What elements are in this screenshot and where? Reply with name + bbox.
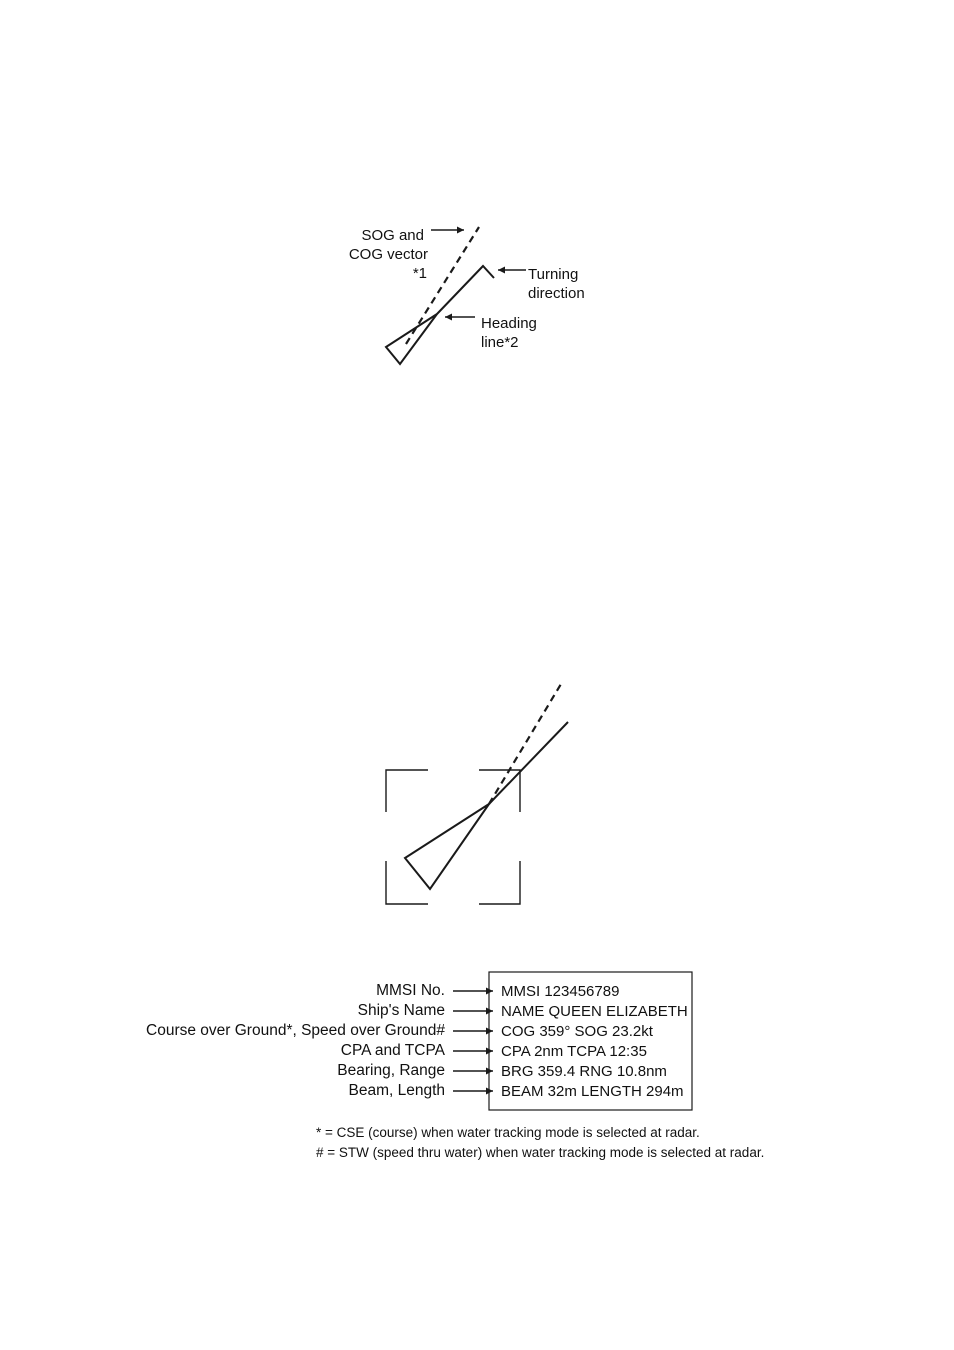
side-label-4: Bearing, Range [337, 1062, 445, 1079]
ais-target-diagram [349, 227, 585, 364]
turning-label-1: Turning [528, 266, 579, 283]
box-line-2: COG 359° SOG 23.2kt [501, 1023, 653, 1040]
selected-target-triangle [405, 804, 489, 889]
footnotes [316, 1125, 764, 1160]
selection-corner-bottom-right [479, 861, 520, 904]
side-label-1: Ship's Name [357, 1002, 445, 1019]
selection-corner-top-left [386, 770, 428, 812]
heading-label-1: Heading [481, 315, 537, 332]
heading-label-2: line*2 [481, 334, 519, 351]
selected-sog-cog-vector [489, 684, 561, 804]
heading-line [437, 266, 494, 314]
target-info-panel [146, 972, 692, 1110]
box-line-4: BRG 359.4 RNG 10.8nm [501, 1063, 667, 1080]
box-line-group [501, 983, 688, 1100]
box-line-1: NAME QUEEN ELIZABETH [501, 1003, 688, 1020]
footnote-stw: # = STW (speed thru water) when water tracking mode is selected at radar. [316, 1145, 765, 1160]
sog-cog-label-3: *1 [412, 265, 427, 282]
box-line-3: CPA 2nm TCPA 12:35 [501, 1043, 647, 1060]
leader-arrow-group [453, 991, 493, 1091]
target-triangle [386, 314, 437, 364]
selected-heading-line [489, 722, 568, 804]
sog-cog-label-2: COG vector [348, 246, 428, 263]
sog-cog-label-1: SOG and [361, 227, 424, 244]
turning-label-2: direction [528, 285, 585, 302]
side-label-group [146, 982, 446, 1099]
side-label-2: Course over Ground*, Speed over Ground# [146, 1022, 445, 1039]
side-label-5: Beam, Length [348, 1082, 445, 1099]
box-line-0: MMSI 123456789 [501, 983, 620, 1000]
side-label-0: MMSI No. [376, 982, 445, 999]
side-label-3: CPA and TCPA [340, 1042, 445, 1059]
selected-target-diagram [386, 684, 568, 904]
selection-corner-bottom-left [386, 861, 428, 904]
box-line-5: BEAM 32m LENGTH 294m [501, 1083, 684, 1100]
footnote-cse: * = CSE (course) when water tracking mode is selected at radar. [316, 1125, 700, 1140]
